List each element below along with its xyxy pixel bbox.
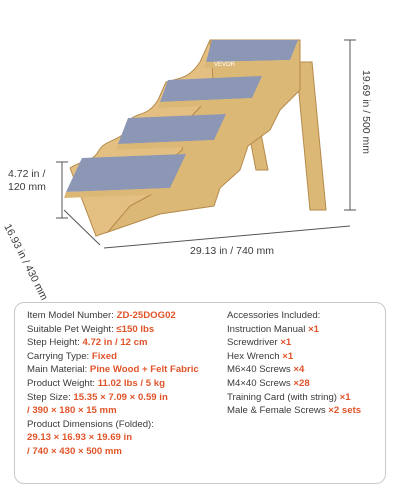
specs-right-column (227, 309, 377, 418)
accessory-row (227, 377, 377, 391)
spec-label: Suitable Pet Weight: (27, 323, 117, 335)
spec-row (27, 377, 217, 391)
spec-label: Step Height: (27, 337, 83, 349)
spec-label: Step Size: (27, 391, 74, 403)
accessory-value: ×1 (308, 323, 320, 335)
accessory-label: Training Card (with string) (227, 391, 340, 403)
spec-label: Product Dimensions (Folded): (27, 418, 154, 430)
spec-row (27, 431, 217, 445)
accessory-label: M6×40 Screws (227, 364, 294, 376)
spec-row (27, 323, 217, 337)
brand-logo: VEVOR (214, 62, 236, 68)
depth-label: 16.93 in / 430 mm (1, 222, 51, 303)
spec-row (27, 350, 217, 364)
accessory-row (227, 404, 377, 418)
accessory-row (227, 323, 377, 337)
accessory-label: Male & Female Screws (227, 405, 329, 417)
accessory-label: M4×40 Screws (227, 377, 294, 389)
spec-label: Main Material: (27, 364, 90, 376)
accessory-label: Accessories Included: (227, 310, 321, 321)
spec-label: Item Model Number: (27, 310, 117, 321)
accessory-row (227, 391, 377, 405)
spec-row (27, 445, 217, 459)
accessory-value: ×4 (293, 364, 305, 376)
spec-value: 4.72 in / 12 cm (82, 337, 148, 349)
accessory-value: ×1 (339, 391, 351, 403)
spec-value: 15.35 × 7.09 × 0.59 in (73, 391, 168, 403)
height-label: 19.69 in / 500 mm (360, 70, 372, 155)
accessory-value: ×28 (293, 377, 310, 389)
accessory-value: ×1 (282, 350, 294, 362)
accessory-value: ×1 (280, 337, 292, 349)
specs-card (14, 302, 386, 484)
spec-row (27, 391, 217, 405)
accessory-row (227, 309, 377, 323)
accessory-label: Screwdriver (227, 337, 281, 349)
spec-value: ≤150 lbs (116, 323, 155, 335)
spec-value: 11.02 lbs / 5 kg (97, 377, 165, 389)
spec-label: Carrying Type: (27, 350, 92, 362)
specs-left-column (27, 309, 217, 459)
accessory-label: Hex Wrench (227, 350, 283, 362)
spec-value: / 740 × 430 × 500 mm (27, 445, 122, 457)
spec-row (27, 363, 217, 377)
spec-row (27, 404, 217, 418)
spec-value: 29.13 × 16.93 × 19.69 in (27, 432, 133, 444)
spec-value: Pine Wood + Felt Fabric (89, 364, 199, 376)
spec-row (27, 418, 217, 432)
length-label: 29.13 in / 740 mm (190, 245, 275, 257)
spec-value: Fixed (91, 350, 117, 362)
spec-row (27, 336, 217, 350)
spec-value: / 390 × 180 × 15 mm (27, 405, 117, 417)
spec-label: Product Weight: (27, 377, 98, 389)
accessory-row (227, 350, 377, 364)
step-height-label: 4.72 in / 120 mm (8, 168, 46, 194)
accessory-label: Instruction Manual (227, 323, 309, 335)
accessory-row (227, 336, 377, 350)
accessory-row (227, 363, 377, 377)
spec-value: ZD-25DOG02 (116, 310, 176, 321)
spec-row (27, 309, 217, 323)
accessory-value: ×2 sets (328, 405, 362, 417)
